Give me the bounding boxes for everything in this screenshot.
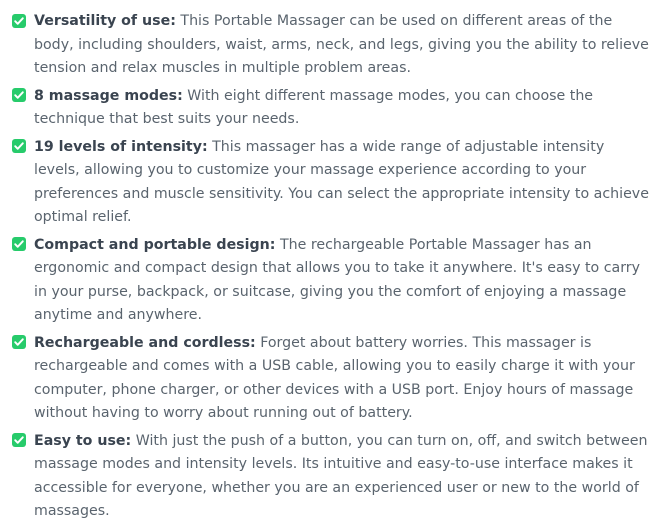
feature-title: Easy to use: — [34, 432, 132, 449]
check-square-icon — [12, 335, 26, 349]
check-square-icon — [12, 139, 26, 153]
feature-text: With eight different massage modes, you can choose the technique that best suits your needs. — [34, 87, 594, 127]
feature-title: Rechargeable and cordless: — [34, 334, 256, 351]
feature-title: Compact and portable design: — [34, 236, 276, 253]
check-square-icon — [12, 433, 26, 447]
feature-text: The rechargeable Portable Massager has an ergonomic and compact design that allows you to take it anywhere. It's easy to carry in your purse, backpack, or suitcase, giving you the comfort of enjoying a massage anytime and anywhere. — [34, 236, 641, 323]
check-square-icon — [12, 14, 26, 28]
list-item — [12, 332, 653, 426]
list-item — [12, 85, 653, 132]
feature-text: Forget about battery worries. This massager is rechargeable and comes with a USB cable, allowing you to easily charge it with your computer, phone charger, or other devices with a USB port. Enjoy hours of massage without having to worry about running out of battery. — [34, 334, 635, 421]
feature-text: This massager has a wide range of adjustable intensity levels, allowing you to customize your massage experience according to your preferences and muscle sensitivity. You can select the appropriate intensity to achieve optimal relief. — [34, 138, 649, 225]
feature-text: This Portable Massager can be used on different areas of the body, including shoulders, waist, arms, neck, and legs, giving you the ability to relieve tension and relax muscles in multiple problem areas. — [34, 13, 649, 76]
feature-title: 8 massage modes: — [34, 87, 183, 104]
list-item — [12, 10, 653, 81]
check-square-icon — [12, 88, 26, 102]
list-item — [12, 136, 653, 230]
check-square-icon — [12, 237, 26, 251]
feature-title: 19 levels of intensity: — [34, 138, 208, 155]
list-item — [12, 430, 653, 524]
list-item — [12, 234, 653, 328]
feature-title: Versatility of use: — [34, 13, 176, 29]
feature-text: With just the push of a button, you can turn on, off, and switch between massage modes and intensity levels. Its intuitive and easy-to-use interface makes it accessible for everyone, whether you are an experienced user or new to the world of massages. — [34, 432, 648, 519]
